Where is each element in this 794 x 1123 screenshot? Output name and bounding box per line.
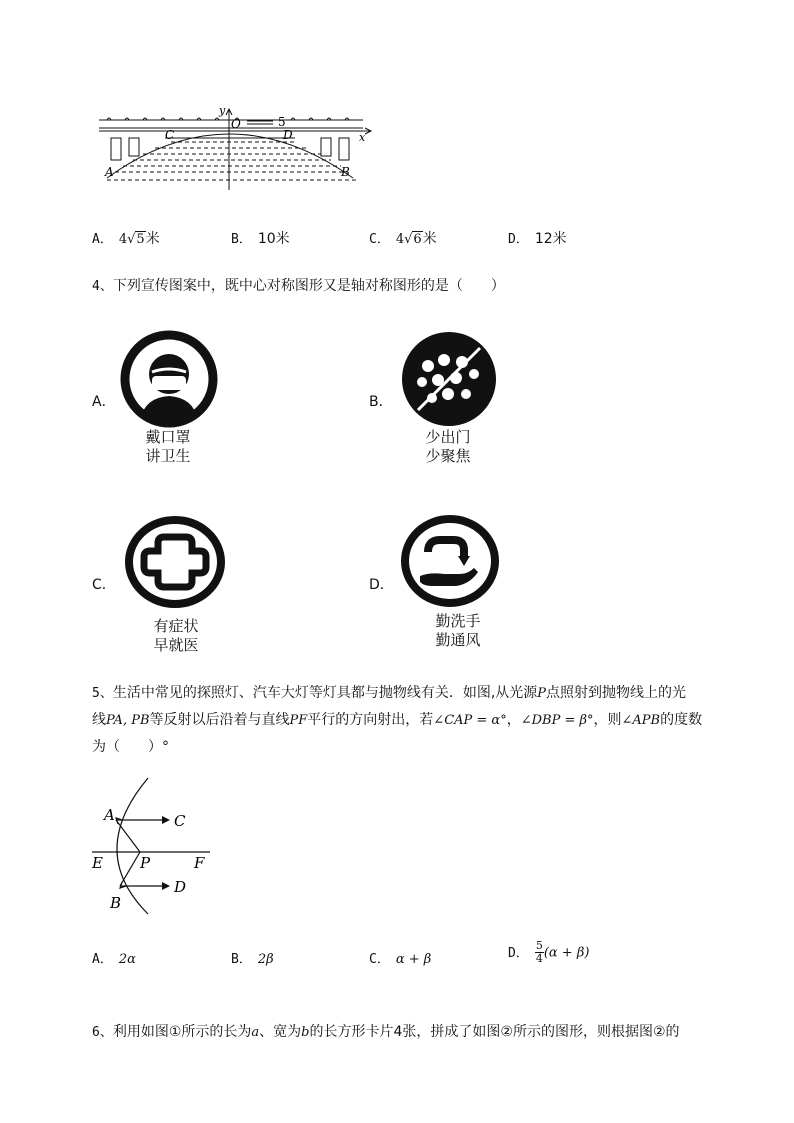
q3-option-c-value: 4√6 — [395, 232, 422, 247]
label-x: x — [359, 131, 366, 144]
label-b: B — [110, 894, 122, 912]
q5-line-2: 线PA, PB等反射以后沿着与直线PF平行的方向射出，若∠CAP = α°，∠DBP = β°，则∠APB的度数 — [92, 712, 703, 728]
label-o: O — [231, 117, 241, 131]
bridge-parabola-diagram — [95, 104, 375, 190]
q4-option-d-caption: 勤洗手 勤通风 — [435, 612, 481, 649]
q3-option-c[interactable]: C． 4√6米 — [369, 231, 437, 247]
q4-option-a-label[interactable]: A． — [92, 394, 116, 410]
q4-stem: 4、下列宣传图案中，既中心对称图形又是轴对称图形的是（ ） — [92, 278, 505, 294]
label-five: 5 — [278, 115, 286, 129]
label-b: B — [341, 165, 350, 179]
q4-option-b-caption: 少出门 少聚焦 — [425, 428, 471, 465]
q5-option-c[interactable]: C． α + β — [369, 952, 432, 967]
mask-person-icon — [120, 330, 218, 428]
hand-wash-icon — [400, 514, 500, 608]
medical-cross-icon — [124, 515, 226, 609]
q4-option-a-caption: 戴口罩 讲卫生 — [145, 428, 191, 465]
crowd-icon — [400, 330, 498, 428]
parabola-reflector-diagram — [88, 776, 218, 916]
q5-stem — [92, 680, 737, 761]
label-d: D — [174, 878, 187, 896]
q5-line-1: 5、生活中常见的探照灯、汽车大灯等灯具都与抛物线有关．如图,从光源P点照射到抛物线上的光 — [92, 685, 687, 701]
label-c: C — [165, 128, 175, 142]
q4-option-b-label[interactable]: B． — [369, 394, 393, 410]
q3-option-b[interactable]: B． 10米 — [231, 231, 290, 247]
q4-option-c-caption: 有症状 早就医 — [153, 617, 199, 654]
label-c: C — [174, 812, 186, 830]
label-f: F — [194, 854, 205, 872]
label-p: P — [140, 854, 151, 872]
q4-option-c-label[interactable]: C． — [92, 577, 116, 593]
label-e: E — [92, 854, 103, 872]
label-a: A — [105, 165, 114, 179]
q5-option-d[interactable]: D． $\frac{5}{4}$ (α + β) — [508, 939, 590, 965]
q5-option-b[interactable]: B． 2β — [231, 952, 274, 967]
q5-line-3: 为（ ）° — [92, 739, 169, 755]
q4-option-d-label[interactable]: D． — [369, 577, 394, 593]
q5-option-a[interactable]: A． 2α — [92, 952, 136, 967]
q6-stem: 6、利用如图①所示的长为a、宽为b的长方形卡片4张，拼成了如图②所示的图形，则根据图②的 — [92, 1024, 680, 1040]
fraction: $\frac{5}{4}$ — [535, 939, 543, 965]
q3-option-a-value: 4√5 — [118, 232, 145, 247]
q3-option-d[interactable]: D． 12米 — [508, 231, 567, 247]
label-a: A — [104, 806, 115, 824]
label-d: D — [283, 128, 293, 142]
label-y: y — [219, 104, 226, 117]
q3-option-a[interactable]: A． 4√5米 — [92, 231, 160, 247]
